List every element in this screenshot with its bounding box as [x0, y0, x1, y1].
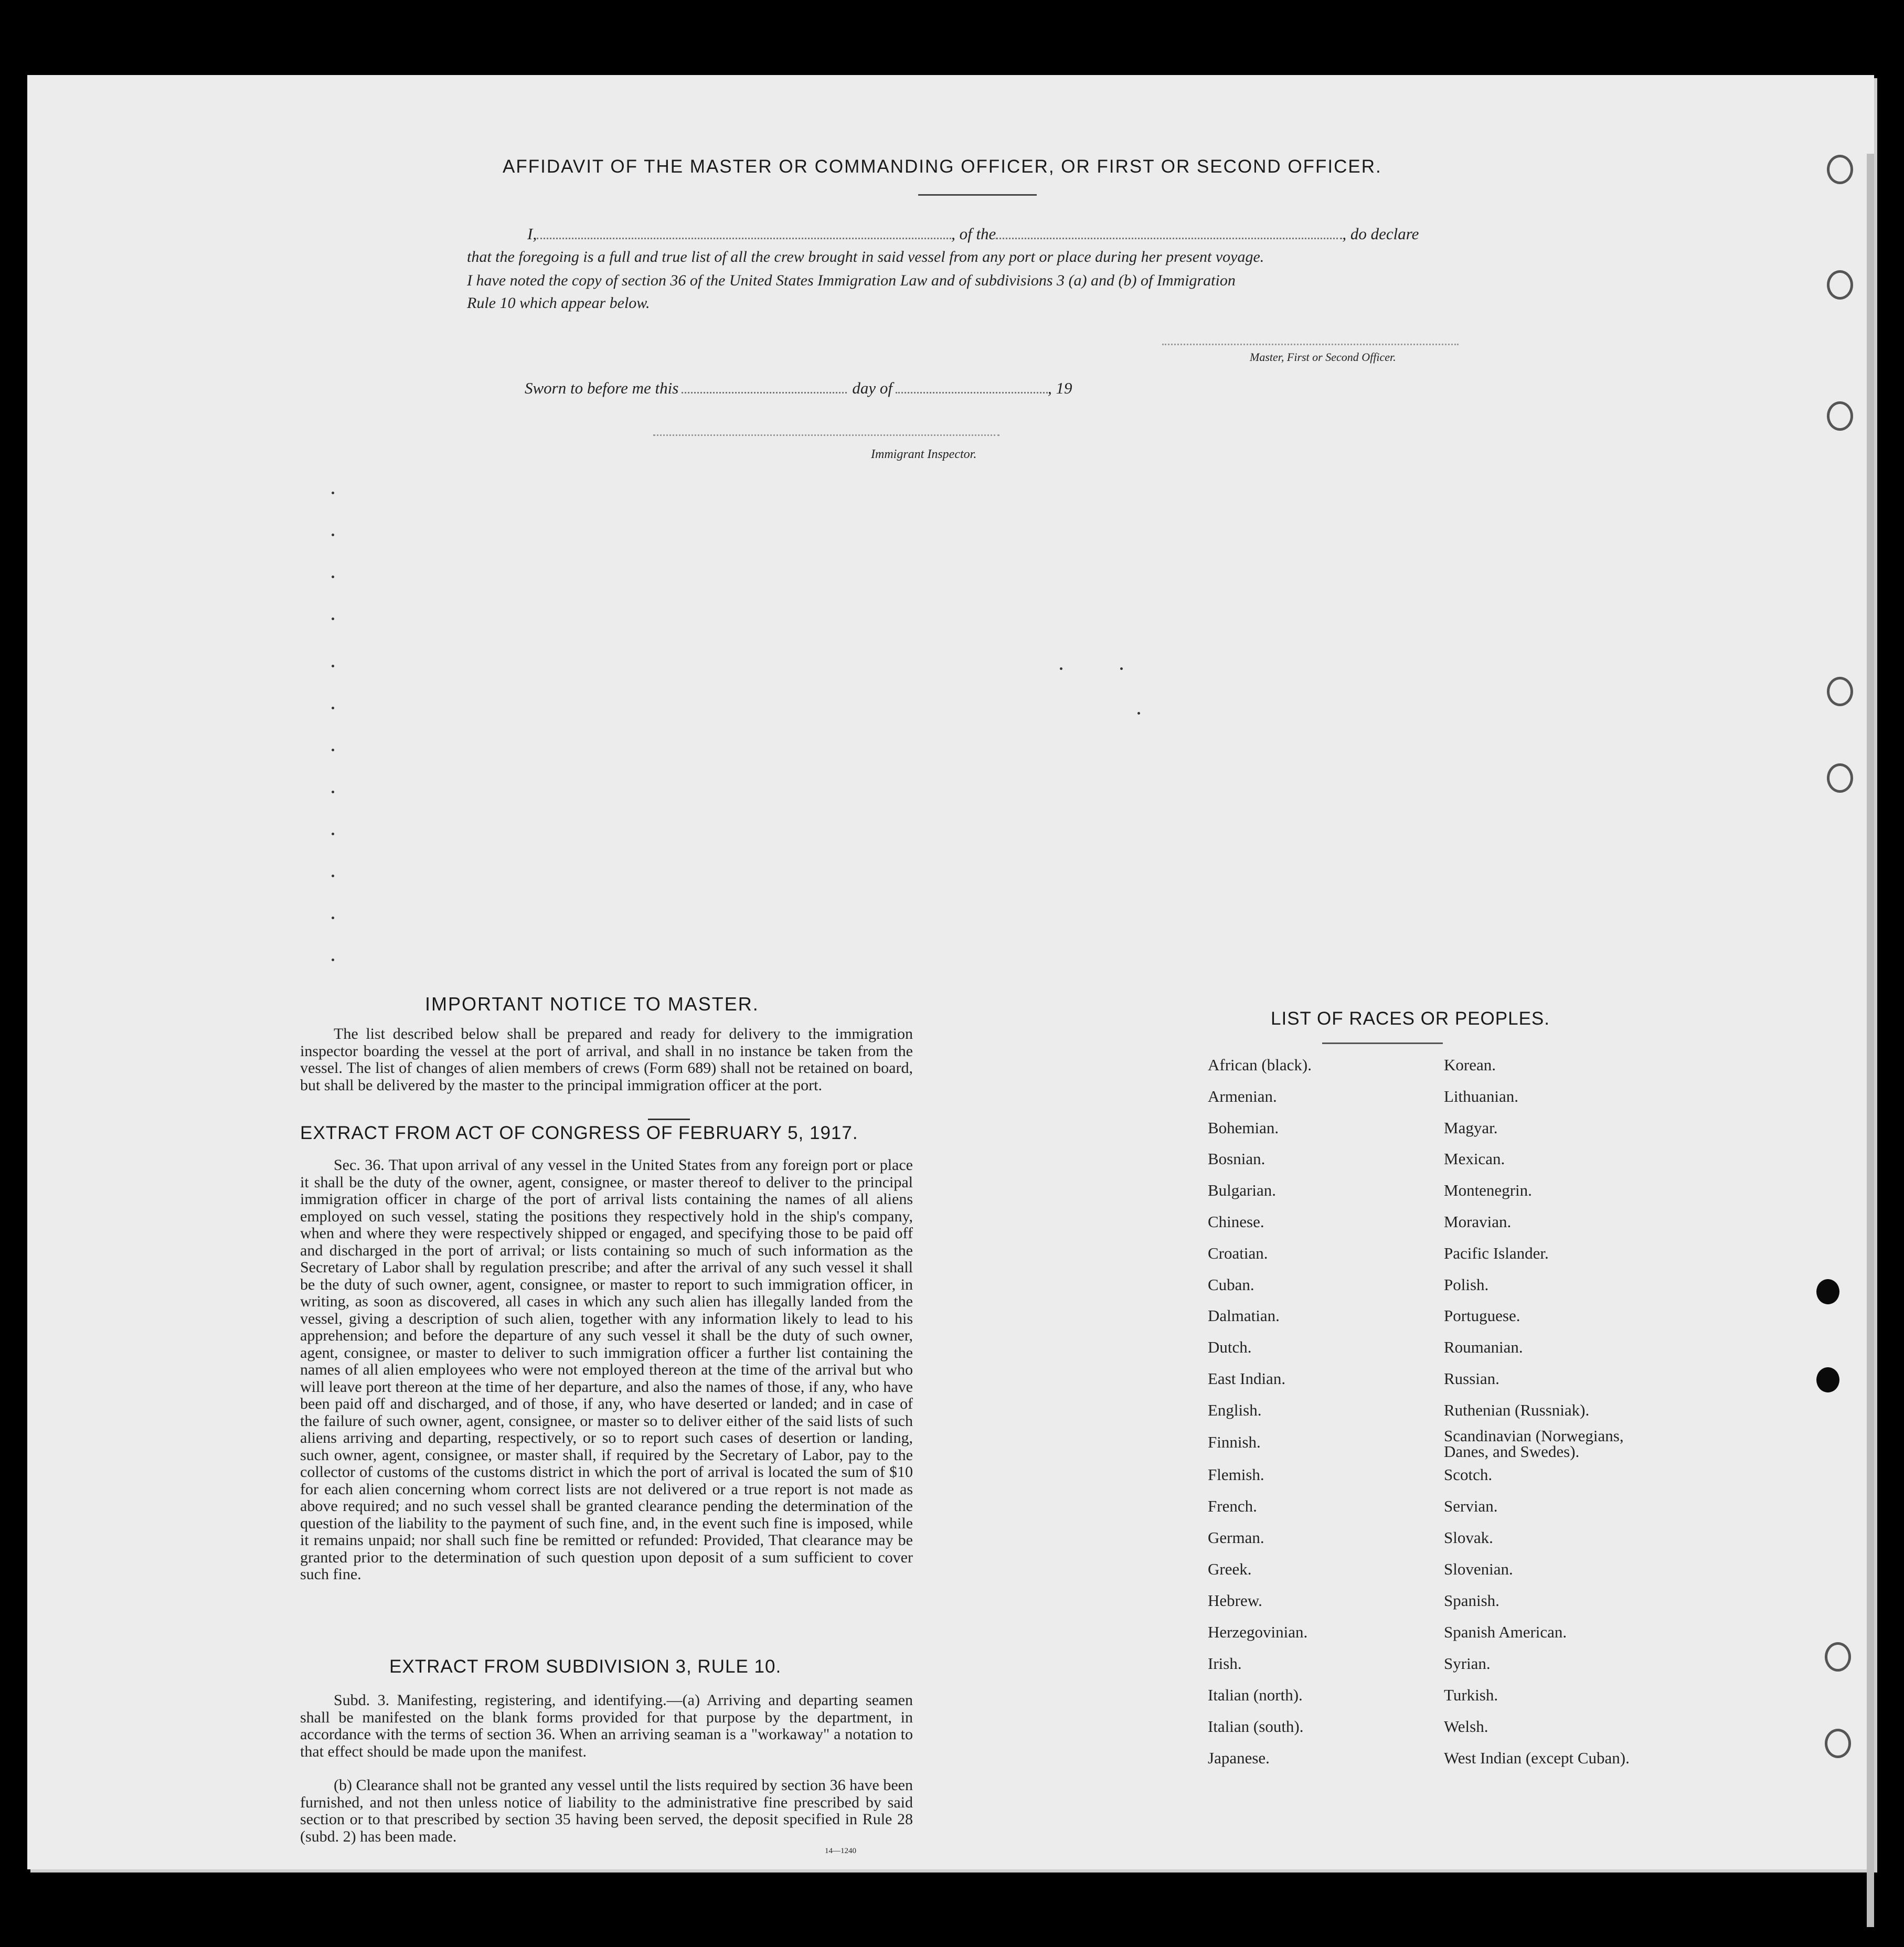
stray-mark [332, 618, 334, 620]
race-right: Portuguese. [1444, 1306, 1520, 1325]
race-right: Ruthenian (Russniak). [1444, 1401, 1590, 1419]
affidavit-title: AFFIDAVIT OF THE MASTER OR COMMANDING OFFICER, OR FIRST OR SECOND OFFICER. [503, 156, 1382, 177]
race-left: Greek. [1208, 1560, 1252, 1578]
race-right: Korean. [1444, 1056, 1496, 1074]
race-left: French. [1208, 1497, 1257, 1515]
stray-mark [332, 492, 334, 494]
race-right: Slovak. [1444, 1528, 1493, 1547]
binder-hole-icon [1827, 677, 1853, 706]
document-page [27, 75, 1874, 1869]
race-left: Hebrew. [1208, 1591, 1262, 1610]
stray-mark [332, 707, 334, 709]
race-left: African (black). [1208, 1056, 1312, 1074]
race-left: Chinese. [1208, 1212, 1264, 1231]
stray-mark [332, 959, 334, 961]
stray-mark [332, 875, 334, 877]
binder-hole-icon [1827, 270, 1853, 300]
race-left: Irish. [1208, 1654, 1242, 1673]
race-right: Lithuanian. [1444, 1087, 1519, 1105]
rule-text-a: Subd. 3. Manifesting, registering, and identifying.—(a) Arriving and departing seamen shall be manifested on the blank forms provided for that purpose by the department, in accordance with the terms of section 36. When an arriving seaman is a "workaway" a notation to that effect should be made upon the manifest. [300, 1691, 913, 1760]
binder-hole-punched-icon [1816, 1367, 1839, 1392]
race-left: Flemish. [1208, 1465, 1264, 1484]
race-right: Moravian. [1444, 1212, 1512, 1231]
race-right: Pacific Islander. [1444, 1244, 1549, 1262]
rule-title: EXTRACT FROM SUBDIVISION 3, RULE 10. [389, 1656, 782, 1677]
race-right: Scotch. [1444, 1465, 1493, 1484]
binder-hole-icon [1827, 155, 1853, 184]
page-edge [1867, 154, 1874, 1927]
form-number: 14—1240 [825, 1847, 856, 1855]
binder-hole-icon [1825, 1642, 1851, 1672]
stray-mark [1060, 667, 1062, 670]
inspector-label: Immigrant Inspector. [871, 448, 977, 461]
affidavit-line2: that the foregoing is a full and true list of all the crew brought in said vessel from any port or place during her present voyage. [467, 248, 1264, 265]
title-rule [918, 194, 1037, 196]
race-right: Russian. [1444, 1369, 1499, 1388]
rule-text-b: (b) Clearance shall not be granted any vessel until the lists required by section 36 have been furnished, and not then unless notice of liability to the administrative fine prescribed by said section or to that prescribed by section 35 having been served, the deposit specified in Rule 28 (subd. 2) has been made. [300, 1776, 913, 1845]
race-right: Mexican. [1444, 1150, 1505, 1168]
stray-mark [332, 665, 334, 667]
affidavit-line4: Rule 10 which appear below. [467, 294, 650, 312]
race-right: Servian. [1444, 1497, 1498, 1515]
binder-hole-icon [1827, 763, 1853, 793]
race-right: Syrian. [1444, 1654, 1491, 1673]
affidavit-i: I, [527, 225, 537, 243]
affidavit-of-the: , of the [951, 225, 996, 243]
stray-mark [332, 534, 334, 536]
race-left: East Indian. [1208, 1369, 1286, 1388]
day-of-label: day of [852, 379, 892, 397]
inspector-signature-line[interactable] [653, 434, 999, 436]
notice-text: The list described below shall be prepared and ready for delivery to the immigration inspector boarding the vessel at the port of arrival, and shall in no instance be taken from the vessel. The list of changes of alien members of crews (Form 689) shall not be retained on board, but shall be delivered by the master to the principal immigration officer at the port. [300, 1025, 913, 1094]
race-right: Polish. [1444, 1275, 1489, 1294]
stray-mark [332, 791, 334, 793]
race-left: Finnish. [1208, 1433, 1261, 1451]
notice-title: IMPORTANT NOTICE TO MASTER. [425, 993, 759, 1015]
race-left: Armenian. [1208, 1087, 1277, 1105]
name-blank[interactable] [537, 238, 951, 239]
affidavit-line1 [527, 225, 1419, 243]
race-left: German. [1208, 1528, 1264, 1547]
race-right: Magyar. [1444, 1119, 1498, 1137]
race-right: Slovenian. [1444, 1560, 1513, 1578]
affidavit-line3: I have noted the copy of section 36 of the United States Immigration Law and of subdivisions 3 (a) and (b) of Immigration [467, 272, 1236, 289]
stray-mark [332, 917, 334, 919]
race-right: Spanish. [1444, 1591, 1499, 1610]
section-rule [648, 1119, 690, 1120]
act-text: Sec. 36. That upon arrival of any vessel in the United States from any foreign port or place it shall be the duty of the owner, agent, consignee, or master thereof to deliver to the principal immigration officer in charge of the port of arrival lists containing the names of all aliens employed on such vessel, stating the positions they respectively hold in the ship's company, when and where they were respectively shipped or engaged, and specifying those to be paid off and discharged in the port of arrival; or lists containing so much of such information as the Secretary of Labor shall by regulation prescribe; and after the arrival of any such vessel it shall be the duty of such owner, agent, consignee, or master to report to such immigration officer, in writing, as soon as discovered, all cases in which any such alien has illegally landed from the vessel, giving a description of such alien, together with any information likely to lead to his apprehension; and before the departure of any such vessel it shall be the duty of such owner, agent, consignee, or master to deliver to such immigration officer a further list containing the names of all alien employees who were not employed thereon at the time of the arrival but who will leave port thereon at the time of her departure, and also the names of those, if any, who have been paid off and discharged, and of those, if any, who have deserted or landed; and in case of the failure of such owner, agent, consignee, or master so to deliver either of the said lists of such aliens arriving and departing, respectively, or so to report such cases of desertion or landing, such owner, agent, consignee, or master shall, if required by the Secretary of Labor, pay to the collector of customs of the customs district in which the port of arrival is located the sum of $10 for each alien concerning whom correct lists are not delivered or a true report is not made as above required; and no such vessel shall be granted clearance pending the determination of the question of the liability to the payment of such fine, and, in the event such fine is imposed, while it remains unpaid; nor shall such fine be remitted or refunded: Provided, That clearance may be granted prior to the determination of such question upon deposit of a sum sufficient to cover such fine. [300, 1156, 913, 1583]
year-label: , 19 [1047, 379, 1072, 397]
race-right: Spanish American. [1444, 1623, 1567, 1641]
sworn-label: Sworn to before me this [525, 379, 679, 397]
sworn-day-blank[interactable] [682, 392, 847, 393]
race-right: Turkish. [1444, 1686, 1498, 1704]
binder-hole-icon [1827, 401, 1853, 431]
race-left: Bohemian. [1208, 1119, 1279, 1137]
vessel-blank[interactable] [996, 238, 1342, 239]
race-left: Bulgarian. [1208, 1181, 1276, 1199]
race-left: Dalmatian. [1208, 1306, 1280, 1325]
race-left: Herzegovinian. [1208, 1623, 1308, 1641]
stray-mark [332, 576, 334, 578]
races-rule [1322, 1042, 1443, 1044]
stray-mark [332, 833, 334, 835]
race-left: Dutch. [1208, 1338, 1252, 1356]
race-right: Montenegrin. [1444, 1181, 1532, 1199]
sworn-month-blank[interactable] [896, 392, 1048, 393]
race-left: Bosnian. [1208, 1150, 1265, 1168]
race-left: Croatian. [1208, 1244, 1268, 1262]
stray-mark [332, 749, 334, 751]
stray-mark [1120, 667, 1123, 670]
races-title: LIST OF RACES OR PEOPLES. [1271, 1008, 1550, 1029]
race-left: English. [1208, 1401, 1262, 1419]
race-left: Cuban. [1208, 1275, 1254, 1294]
race-right: West Indian (except Cuban). [1444, 1749, 1630, 1767]
binder-hole-icon [1825, 1729, 1851, 1758]
race-left: Italian (north). [1208, 1686, 1303, 1704]
race-left: Italian (south). [1208, 1717, 1304, 1736]
stray-mark [1137, 712, 1140, 715]
race-left: Japanese. [1208, 1749, 1270, 1767]
affidavit-declare: , do declare [1342, 225, 1419, 243]
binder-hole-punched-icon [1816, 1279, 1839, 1304]
race-right: Scandinavian (Norwegians, Danes, and Swedes). [1444, 1427, 1624, 1461]
act-title: EXTRACT FROM ACT OF CONGRESS OF FEBRUARY 5, 1917. [300, 1123, 858, 1143]
master-label: Master, First or Second Officer. [1250, 350, 1396, 364]
sworn-line [525, 379, 1072, 398]
master-signature-line[interactable] [1162, 344, 1459, 345]
race-right: Welsh. [1444, 1717, 1488, 1736]
race-right: Roumanian. [1444, 1338, 1523, 1356]
